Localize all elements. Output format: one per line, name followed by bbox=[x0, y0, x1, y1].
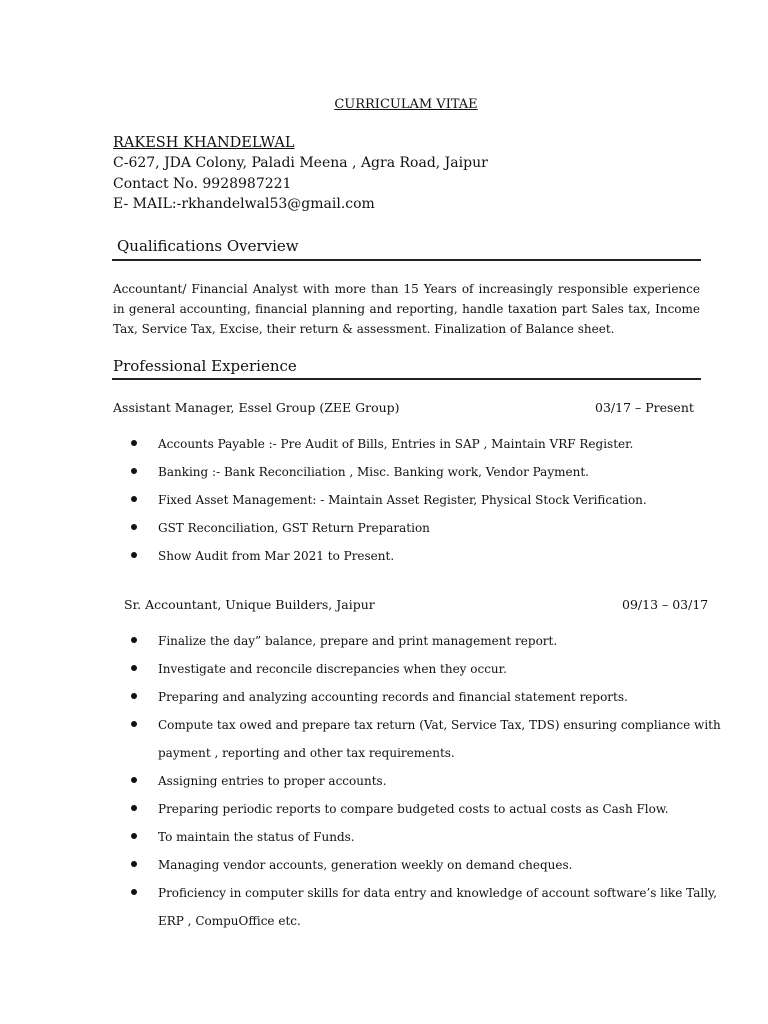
qualifications-text: Accountant/ Financial Analyst with more than 15 Years of increasingly responsible experience in general accounting, financial planning and reporting, handle taxation part Sales tax, Income Tax, Service Tax, Excise, their return & assessment. Finalization of Balance sheet. bbox=[113, 282, 700, 336]
bullet-icon bbox=[131, 777, 137, 783]
list-item: Proficiency in computer skills for data entry and knowledge of account software’s like Tally, bbox=[131, 886, 717, 900]
address: C-627, JDA Colony, Paladi Meena , Agra Road, Jaipur bbox=[113, 155, 488, 171]
list-item: Finalize the day” balance, prepare and print management report. bbox=[131, 634, 557, 648]
bullet-icon bbox=[131, 552, 137, 558]
email: E- MAIL:-rkhandelwal53@gmail.com bbox=[113, 196, 375, 212]
job-dates: 09/13 – 03/17 bbox=[622, 597, 709, 612]
bullet-icon bbox=[131, 637, 137, 643]
bullet-icon bbox=[131, 889, 137, 895]
qualifications-heading: Qualifications Overview bbox=[117, 237, 299, 255]
job-title: Sr. Accountant, Unique Builders, Jaipur bbox=[124, 597, 375, 612]
candidate-name: RAKESH KHANDELWAL bbox=[113, 135, 295, 151]
bullet-icon bbox=[131, 524, 137, 530]
contact-number: Contact No. 9928987221 bbox=[113, 176, 292, 192]
list-item: Preparing and analyzing accounting records and financial statement reports. bbox=[131, 690, 628, 704]
experience-heading: Professional Experience bbox=[113, 357, 297, 375]
list-item: Show Audit from Mar 2021 to Present. bbox=[131, 549, 394, 563]
bullet-icon bbox=[131, 805, 137, 811]
list-item: To maintain the status of Funds. bbox=[131, 830, 355, 844]
section-divider bbox=[112, 259, 701, 261]
list-item: Investigate and reconcile discrepancies when they occur. bbox=[131, 662, 507, 676]
bullet-icon bbox=[131, 721, 137, 727]
document-title: CURRICULAM VITAE bbox=[334, 97, 478, 112]
bullet-icon bbox=[131, 693, 137, 699]
list-item-continuation: ERP , CompuOffice etc. bbox=[158, 914, 301, 928]
list-item: Banking :- Bank Reconciliation , Misc. Banking work, Vendor Payment. bbox=[131, 465, 589, 479]
list-item: Preparing periodic reports to compare budgeted costs to actual costs as Cash Flow. bbox=[131, 802, 669, 816]
bullet-icon bbox=[131, 861, 137, 867]
bullet-icon bbox=[131, 496, 137, 502]
job-title: Assistant Manager, Essel Group (ZEE Group) bbox=[113, 400, 400, 415]
bullet-icon bbox=[131, 833, 137, 839]
bullet-icon bbox=[131, 468, 137, 474]
list-item: Compute tax owed and prepare tax return (Vat, Service Tax, TDS) ensuring compliance with bbox=[131, 718, 721, 732]
list-item-continuation: payment , reporting and other tax requirements. bbox=[158, 746, 455, 760]
bullet-icon bbox=[131, 440, 137, 446]
list-item: Managing vendor accounts, generation weekly on demand cheques. bbox=[131, 858, 572, 872]
list-item: Fixed Asset Management: - Maintain Asset Register, Physical Stock Verification. bbox=[131, 493, 647, 507]
list-item: Assigning entries to proper accounts. bbox=[131, 774, 387, 788]
list-item: Accounts Payable :- Pre Audit of Bills, Entries in SAP , Maintain VRF Register. bbox=[131, 437, 633, 451]
bullet-icon bbox=[131, 665, 137, 671]
section-divider bbox=[112, 378, 701, 380]
job-dates: 03/17 – Present bbox=[595, 400, 694, 415]
list-item: GST Reconciliation, GST Return Preparation bbox=[131, 521, 430, 535]
